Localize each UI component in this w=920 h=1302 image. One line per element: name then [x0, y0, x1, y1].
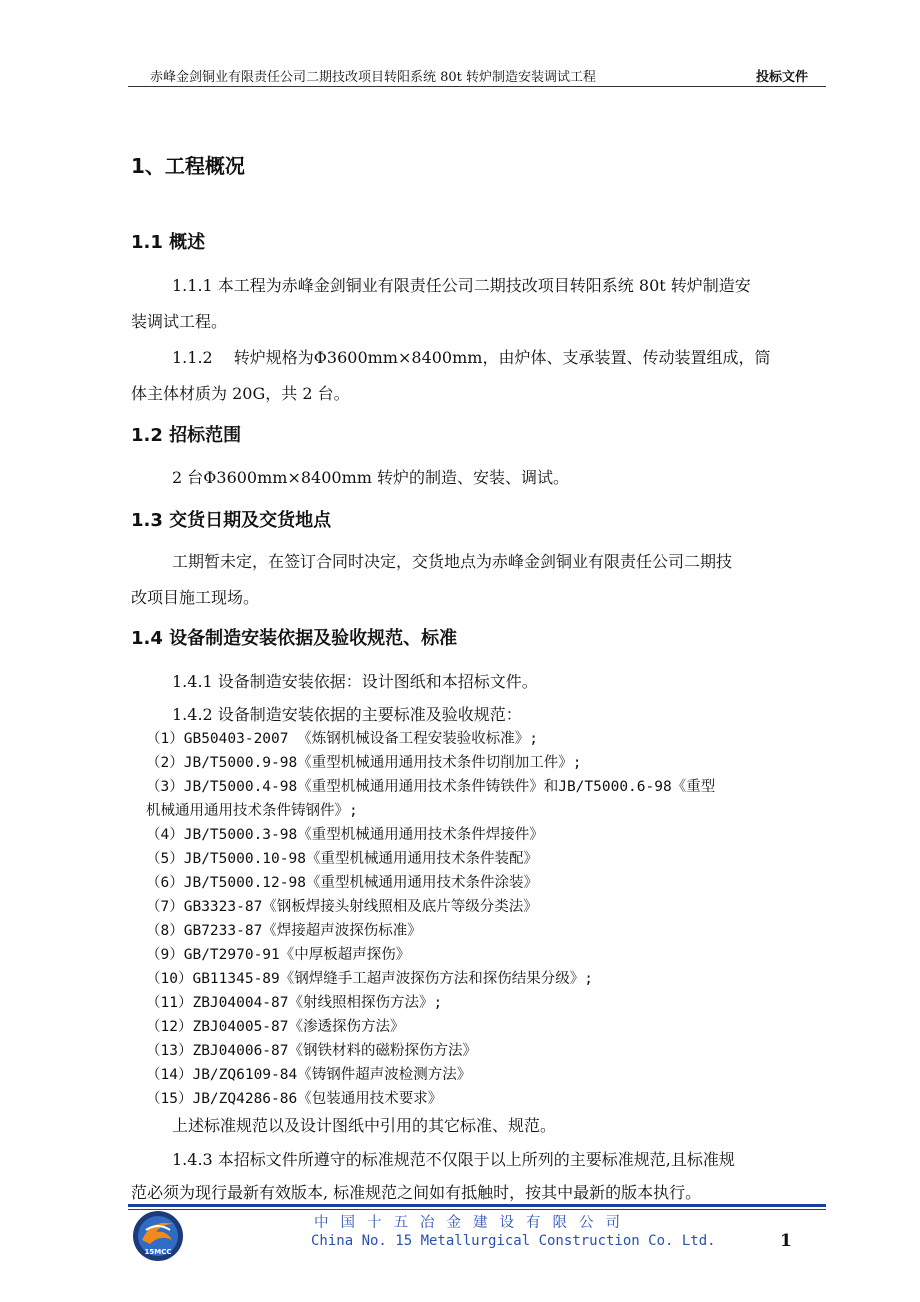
standard-item: （5）JB/T5000.10-98《重型机械通用通用技术条件装配》 [146, 851, 538, 867]
section-1-4-title: 1.4 设备制造安装依据及验收规范、标准 [131, 628, 458, 649]
standard-item: （9）GB/T2970-91《中厚板超声探伤》 [146, 947, 411, 963]
standard-item: （14）JB/ZQ6109-84《铸钢件超声波检测方法》 [146, 1067, 472, 1083]
footer-divider-thin [128, 1209, 826, 1210]
paragraph-1-3-line1: 工期暂未定，在签订合同时决定，交货地点为赤峰金剑铜业有限责任公司二期技 [172, 552, 733, 571]
section-1-1-title: 1.1 概述 [131, 232, 206, 253]
paragraph-1-4-1: 1.4.1 设备制造安装依据：设计图纸和本招标文件。 [172, 672, 538, 691]
paragraph-1-1-2-line1: 1.1.2 转炉规格为Φ3600mm×8400mm，由炉体、支承装置、传动装置组成，筒 [172, 348, 771, 367]
paragraph-1-4-3-line1: 1.4.3 本招标文件所遵守的标准规范不仅限于以上所列的主要标准规范,且标准规 [172, 1150, 735, 1169]
company-logo-icon [132, 1210, 184, 1262]
standard-item: （12）ZBJ04005-87《渗透探伤方法》 [146, 1019, 405, 1035]
standard-item: （2）JB/T5000.9-98《重型机械通用通用技术条件切削加工件》; [146, 755, 582, 771]
page-header [128, 66, 826, 87]
footer-company-cn: 中国十五冶金建设有限公司 [314, 1215, 632, 1231]
paragraph-1-2: 2 台Φ3600mm×8400mm 转炉的制造、安装、调试。 [172, 468, 570, 487]
header-doc-type: 投标文件 [755, 70, 808, 85]
paragraph-standards-note: 上述标准规范以及设计图纸中引用的其它标准、规范。 [172, 1116, 557, 1135]
page-number: 1 [780, 1231, 792, 1251]
standard-item: （3）JB/T5000.4-98《重型机械通用通用技术条件铸铁件》和JB/T5000.6-98《重型 [146, 779, 716, 795]
standard-item: （7）GB3323-87《钢板焊接头射线照相及底片等级分类法》 [146, 899, 538, 915]
standard-item-continued: 机械通用通用技术条件铸钢件》; [146, 803, 358, 819]
paragraph-1-1-1-line1: 1.1.1 本工程为赤峰金剑铜业有限责任公司二期技改项目转阳系统 80t 转炉制造安 [172, 276, 751, 295]
standard-item: （6）JB/T5000.12-98《重型机械通用通用技术条件涂装》 [146, 875, 538, 891]
paragraph-1-1-2-line2: 体主体材质为 20G，共 2 台。 [131, 384, 350, 403]
logo-text: 15MCC [144, 1248, 172, 1256]
standard-item: （1）GB50403-2007 《炼钢机械设备工程安装验收标准》; [146, 731, 538, 747]
footer-divider [128, 1204, 826, 1207]
standard-item: （11）ZBJ04004-87《射线照相探伤方法》; [146, 995, 443, 1011]
standard-item: （15）JB/ZQ4286-86《包装通用技术要求》 [146, 1091, 443, 1107]
standard-item: （10）GB11345-89《钢焊缝手工超声波探伤方法和探伤结果分级》; [146, 971, 593, 987]
paragraph-1-1-1-line2: 装调试工程。 [131, 312, 228, 331]
section-1-3-title: 1.3 交货日期及交货地点 [131, 510, 332, 531]
paragraph-1-4-2: 1.4.2 设备制造安装依据的主要标准及验收规范： [172, 705, 522, 724]
standard-item: （4）JB/T5000.3-98《重型机械通用通用技术条件焊接件》 [146, 827, 544, 843]
standard-item: （8）GB7233-87《焊接超声波探伤标准》 [146, 923, 422, 939]
section-1-title: 1、工程概况 [131, 154, 245, 178]
header-title: 赤峰金剑铜业有限责任公司二期技改项目转阳系统 80t 转炉制造安装调试工程 [150, 70, 597, 85]
standard-item: （13）ZBJ04006-87《钢铁材料的磁粉探伤方法》 [146, 1043, 477, 1059]
footer-company-en: China No. 15 Metallurgical Construction Co. Ltd. [311, 1233, 716, 1249]
section-1-2-title: 1.2 招标范围 [131, 425, 242, 446]
paragraph-1-3-line2: 改项目施工现场。 [131, 588, 260, 607]
paragraph-1-4-3-line2: 范必须为现行最新有效版本, 标准规范之间如有抵触时，按其中最新的版本执行。 [131, 1183, 702, 1202]
